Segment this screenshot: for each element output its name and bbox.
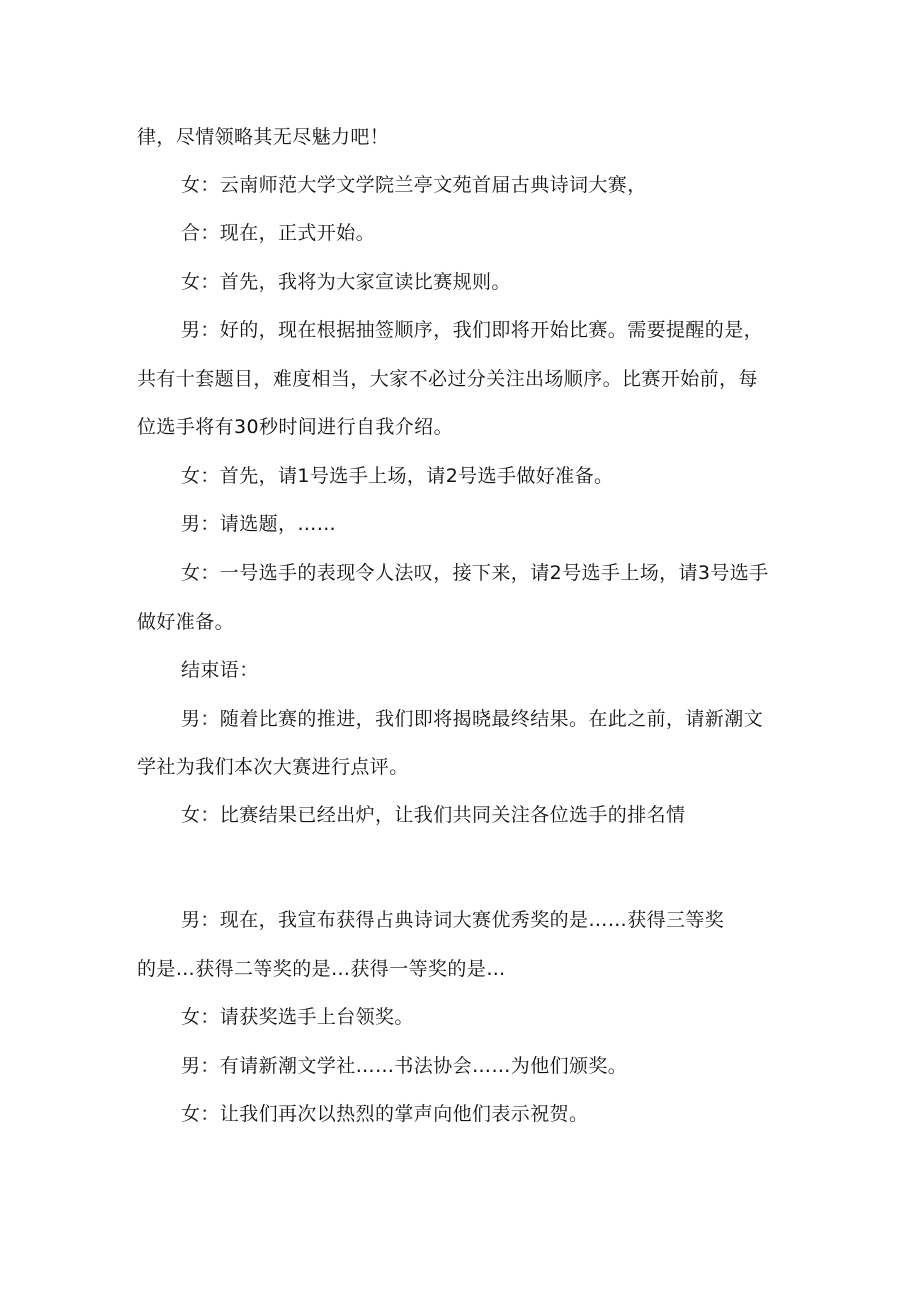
text-line: 女：首先，我将为大家宣读比赛规则。 xyxy=(181,271,511,293)
text-line: 男：请选题，…… xyxy=(181,513,337,535)
text-line: 男：随着比赛的推进，我们即将揭晓最终结果。在此之前，请新潮文 xyxy=(181,708,764,730)
text-line: 位选手将有30秒时间进行自我介绍。 xyxy=(137,416,453,438)
text-line: 男：有请新潮文学社……书法协会……为他们颁奖。 xyxy=(181,1055,628,1077)
section-heading: 结束语： xyxy=(181,659,259,681)
text-line: 学社为我们本次大赛进行点评。 xyxy=(137,756,409,778)
text-line: 女：让我们再次以热烈的掌声向他们表示祝贺。 xyxy=(181,1103,589,1125)
text-line: 做好准备。 xyxy=(137,611,235,633)
text-line: 男：现在，我宣布获得占典诗词大赛优秀奖的是……获得三等奖 xyxy=(181,909,725,931)
text-line: 合：现在，正式开始。 xyxy=(181,222,376,244)
text-line: 男：好的，现在根据抽签顺序，我们即将开始比赛。需要提醒的是， xyxy=(181,319,764,341)
text-line: 女：比赛结果已经出炉，让我们共同关注各位选手的排名情 xyxy=(181,804,686,826)
text-line: 女：一号选手的表现令人法叹，接下来，请2号选手上场，请3号选手 xyxy=(181,562,769,584)
text-line: 女：请获奖选手上台领奖。 xyxy=(181,1006,414,1028)
text-line: 共有十套题目，难度相当，大家不必过分关注出场顺序。比赛开始前，每 xyxy=(137,368,758,390)
text-line: 的是…获得二等奖的是…获得一等奖的是… xyxy=(137,958,506,980)
text-line: 女：云南师范大学文学院兰亭文苑首届古典诗词大赛， xyxy=(181,174,647,196)
text-line: 女：首先，请1号选手上场，请2号选手做好准备。 xyxy=(181,465,614,487)
text-line: 律，尽情领略其无尽魅力吧！ xyxy=(137,126,390,148)
